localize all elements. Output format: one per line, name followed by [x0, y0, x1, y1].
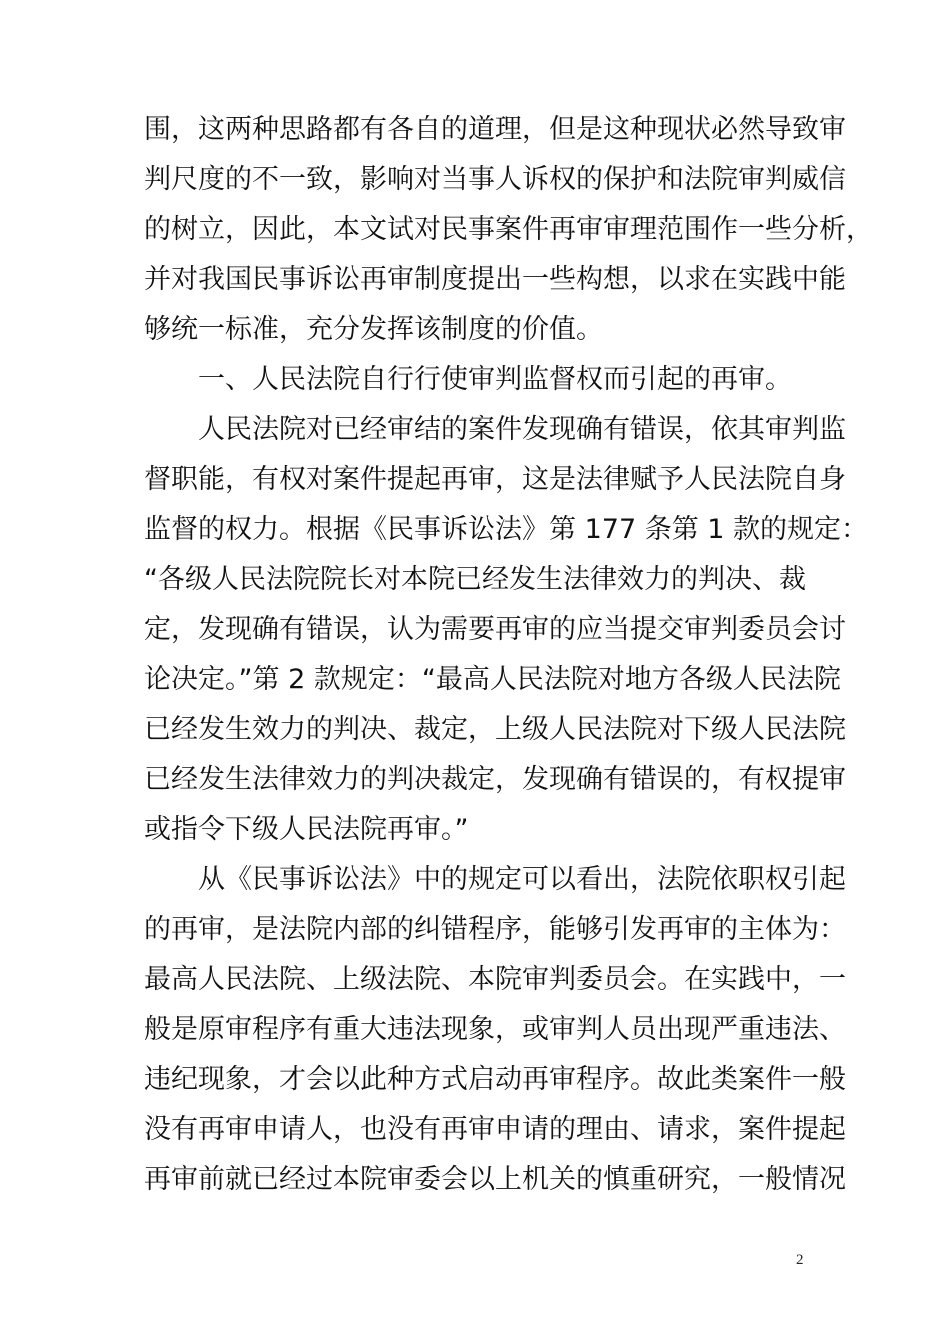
text-line: 违纪现象，才会以此种方式启动再审程序。故此类案件一般	[144, 1064, 846, 1095]
text-line: 再审前就已经过本院审委会以上机关的慎重研究，一般情况	[144, 1164, 846, 1195]
text-line: 围，这两种思路都有各自的道理，但是这种现状必然导致审	[144, 114, 846, 145]
text-line: 定，发现确有错误，认为需要再审的应当提交审判委员会讨	[144, 614, 846, 645]
text-line: 的树立，因此，本文试对民事案件再审审理范围作一些分析，	[144, 214, 873, 245]
text-line: 监督的权力。根据《民事诉讼法》第 177 条第 1 款的规定：	[144, 514, 869, 545]
text-line: 判尺度的不一致，影响对当事人诉权的保护和法院审判威信	[144, 164, 846, 195]
text-line: 并对我国民事诉讼再审制度提出一些构想，以求在实践中能	[144, 264, 846, 295]
text-line: 论决定。”第 2 款规定：“最高人民法院对地方各级人民法院	[144, 664, 841, 695]
text-line: 没有再审申请人，也没有再审申请的理由、请求，案件提起	[144, 1114, 846, 1145]
body-text	[144, 105, 873, 1205]
text-line: 已经发生效力的判决、裁定，上级人民法院对下级人民法院	[144, 714, 846, 745]
page-number: 2	[796, 1252, 804, 1268]
text-line: 般是原审程序有重大违法现象，或审判人员出现严重违法、	[144, 1014, 846, 1045]
text-line: 已经发生法律效力的判决裁定，发现确有错误的，有权提审	[144, 764, 846, 795]
section-heading: 一、人民法院自行行使审判监督权而引起的再审。	[198, 364, 792, 395]
text-line: 督职能，有权对案件提起再审，这是法律赋予人民法院自身	[144, 464, 846, 495]
text-line: “各级人民法院院长对本院已经发生法律效力的判决、裁	[144, 564, 806, 595]
text-line: 的再审，是法院内部的纠错程序，能够引发再审的主体为：	[144, 914, 846, 945]
text-line: 人民法院对已经审结的案件发现确有错误，依其审判监	[198, 414, 846, 445]
text-line: 从《民事诉讼法》中的规定可以看出，法院依职权引起	[198, 864, 846, 895]
text-line: 最高人民法院、上级法院、本院审判委员会。在实践中，一	[144, 964, 846, 995]
text-line: 或指令下级人民法院再审。”	[144, 814, 469, 845]
text-line: 够统一标准，充分发挥该制度的价值。	[144, 314, 603, 345]
